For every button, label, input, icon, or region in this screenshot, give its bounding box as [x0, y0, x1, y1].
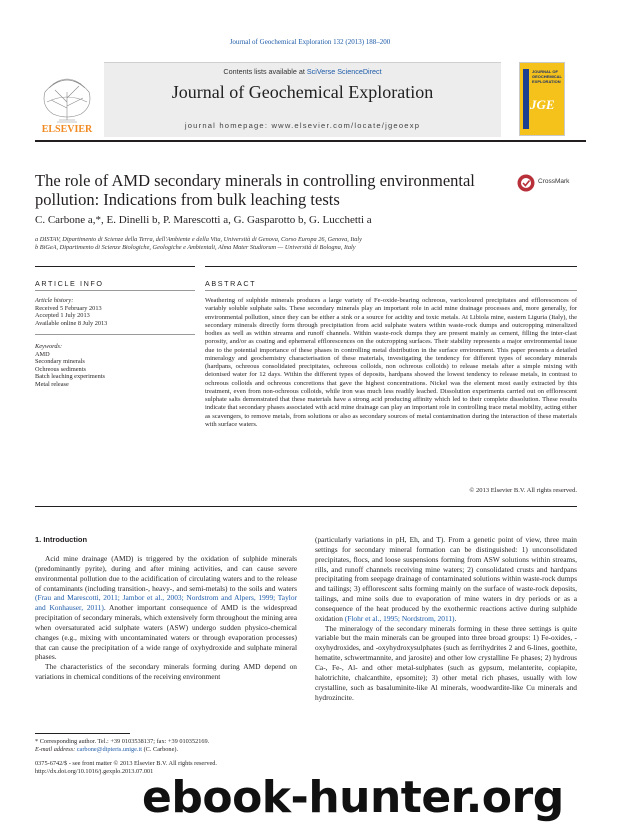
- crossmark-label: CrossMark: [538, 178, 570, 185]
- journal-title: Journal of Geochemical Exploration: [171, 82, 434, 102]
- citation-link[interactable]: (Frau and Marescotti, 2011; Jambor et al., 2003; Nordstrom and Alpers, 1999; Taylor and Konhauser, 2011): [35, 593, 297, 613]
- homepage-prefix: journal homepage:: [184, 121, 272, 130]
- article-info-heading: ARTICLE INFO: [35, 279, 104, 288]
- received-date: Received 5 February 2013: [35, 304, 102, 312]
- crossmark-icon: [517, 174, 535, 192]
- watermark-text: ebook-hunter.org: [142, 772, 564, 823]
- paragraph-text: . Another important consequence of AMD is the widespread precipitation of secondary minerals, which extensively form throughout the mining area when oversaturated acid sulphate waters (ASW) undergo sudden physico-chemical changes (e.g., mixing with uncontaminated waters or through evaporation processes) that can cause the precipitation of a wide range of oxyhydroxide and sulphate mineral phases.: [35, 603, 297, 662]
- available-date: Available online 8 July 2013: [35, 319, 108, 327]
- keyword: AMD: [35, 350, 50, 358]
- keyword: Ochreous sediments: [35, 365, 86, 373]
- body-right-column: [315, 535, 577, 702]
- journal-homepage: [104, 121, 501, 130]
- email-suffix: (C. Carbone).: [142, 746, 179, 753]
- email-line: [35, 746, 297, 754]
- contents-line: [104, 67, 501, 76]
- keywords-rule: [35, 334, 195, 335]
- footnotes: [35, 738, 297, 754]
- paragraph: The characteristics of the secondary minerals forming during AMD depend on variations in chemical conditions of the receiving environment: [35, 662, 297, 682]
- paragraph-text: .: [454, 613, 457, 623]
- body-left-column: [35, 554, 297, 682]
- accepted-date: Accepted 1 July 2013: [35, 312, 90, 320]
- cover-letters: JGE: [530, 97, 555, 112]
- section-heading-introduction: 1. Introduction: [35, 535, 88, 544]
- homepage-url[interactable]: www.elsevier.com/locate/jgeoexp: [271, 121, 421, 130]
- abstract-body: Weathering of sulphide minerals produces a large variety of Fe-oxide-bearing ochreous, varicoloured precipitates and efflorescences of variably soluble sulphate salts. These secondary minerals play an important role in acid mine drainage processes and, more generally, for environmental pollution, since they can be either a sink or a source for acidity and toxic metals. At Libiola mine, eastern Liguria (Italy), the secondary minerals directly form through precipitation from acid sulphate waters within waste-rock dumps and outcropping mineralized bodies as well as within streams and runoff channels. Within waste-rock dumps they are present mainly as cement, filling the inter-clast porosity, and/or as coating and ephemeral efflorescences on the outcropping surfaces. Their stability represents a major environmental issue due to the potential importance of these phases in controlling metal distribution in the surface environment. This paper presents a detailed mineralogy and geochemistry characterisation of these materials, investigating the tendency for different types of secondary minerals (hardpans, ochreous consolidated precipitates, ochreous colloids, non ochreous colloids) to release metals after a simple mixing with deionised water for 12 days. Within the different types of deposits, hardpans showed the lowest tendency to release metals, in contrast to ochreous colloids and ochreous concretions that gave the highest concentrations. Nickel was the element most easily extracted by this treatment, even from non-ochreous colloids, while iron was much less readily leached. Dissolution experiments carried out on efflorescent sulphate salts demonstrated that these materials have a strong acid producing affinity which led to their complete dissolution. These results indicate that secondary phases associated with acid mine drainage can play an important role in controlling trace metal mobility, acting either as scavengers, to remove metals, from solutions or also as secondary sources of metal contamination during the interaction of these materials with surface waters.: [205, 297, 577, 428]
- sciencedirect-link[interactable]: SciVerse ScienceDirect: [306, 67, 382, 76]
- journal-reference[interactable]: Journal of Geochemical Exploration 132 (2013) 188–200: [229, 38, 391, 46]
- abstract-rule: [205, 290, 577, 291]
- email-link[interactable]: carbone@dipteris.unige.it: [76, 746, 143, 753]
- journal-cover-thumbnail[interactable]: [519, 62, 565, 136]
- contents-prefix: Contents lists available at: [223, 67, 307, 76]
- citation-link[interactable]: (Flohr et al., 1995; Nordstrom, 2011): [344, 613, 455, 623]
- crossmark-button[interactable]: [517, 173, 577, 193]
- email-label: E-mail address:: [35, 746, 77, 753]
- abstract-rule-top: [205, 266, 577, 267]
- paragraph: The mineralogy of the secondary minerals forming in these three settings is quite variable but the main minerals can be grouped into three broad groups: 1) Fe-oxides, -oxyhydroxides, and -oxyhydroxysulphates (such as ferrihydrites 2 and 6-lines, goethite, hematite, schwertmannite, and jarosite) and other low crystalline Fe phases; 2) hydrous Ca-, Fe-, Al- and other metal-sulphates (such as gypsum, melanterite, copiapite, halotrichite, chalcanthite, epsomite); 3) other metal rich phases, usually with low crystalline, such as basaluminite-like Al minerals, woodwardite-like Cu minerals and hydrozincite.: [315, 623, 577, 702]
- paragraph-text: (particularly variations in pH, Eh, and T). From a genetic point of view, three main settings for secondary mineral formation can be distinguished: 1) unconsolidated precipitates, flocs, and loose suspensions forming from ASW solutions within streams, rills, and runoff channels receiving mine waters; 2) consolidated crusts and hardpans precipitating from seepage drainage of contaminated solutions within waste-rock dumps and tailings; 3) efflorescent salts forming mainly on the surface of waste-rock deposits, tailings, and mine soils due to evaporation of mine waters in dry periods or as a consequence of the heat produced by the exothermic reactions active during sulphide oxidation: [315, 535, 577, 623]
- doi-link[interactable]: http://dx.doi.org/10.1016/j.gexplo.2013.07.001: [35, 768, 154, 775]
- article-history: [35, 297, 195, 327]
- article-info-rule-top: [35, 266, 195, 267]
- cover-title: JOURNAL OF GEOCHEMICAL EXPLORATION: [532, 69, 562, 84]
- affiliation-a: a DISTAV, Dipartimento di Scienze della Terra, dell'Ambiente e della Vita, Università di Genova, Corso Europa 26, Genova, Italy: [35, 236, 362, 243]
- paragraph-text: Acid mine drainage (AMD) is triggered by the oxidation of sulphide minerals (predominantly pyrite), during and after mining activities, and can cause severe environmental pollution due to the acidification of circulating waters and to the release of contaminants (including transition-, heavy-, and semi-metals) to the soils and waters: [35, 554, 297, 593]
- masthead-rule: [35, 140, 586, 142]
- history-label: Article history:: [35, 297, 74, 304]
- abstract-copyright: © 2013 Elsevier B.V. All rights reserved.: [469, 487, 577, 494]
- footnote-rule: [35, 733, 130, 734]
- issn-line: 0375-6742/$ - see front matter © 2013 Elsevier B.V. All rights reserved.: [35, 760, 217, 767]
- keyword: Metal release: [35, 380, 69, 388]
- elsevier-logo: [35, 62, 99, 134]
- keywords-label: Keywords:: [35, 343, 63, 350]
- keyword: Batch leaching experiments: [35, 373, 105, 381]
- corresponding-author-note: * Corresponding author. Tel.: +39 0103538137; fax: +39 010352169.: [35, 738, 210, 745]
- affiliation-b: b BiGeA, Dipartimento di Scienze Biologiche, Geologiche e Ambientali, Alma Mater Studiorum — Università di Bologna, Italy: [35, 244, 356, 251]
- keyword: Secondary minerals: [35, 358, 85, 366]
- article-title-line-1: The role of AMD secondary minerals in controlling environmental: [35, 171, 475, 190]
- author-list: C. Carbone a,*, E. Dinelli b, P. Marescotti a, G. Gasparotto b, G. Lucchetti a: [35, 214, 372, 226]
- abstract-heading: ABSTRACT: [205, 279, 257, 288]
- article-info-rule: [35, 290, 195, 291]
- elsevier-wordmark: ELSEVIER: [41, 124, 93, 134]
- abstract-rule-bottom: [35, 506, 577, 507]
- paragraph: [35, 554, 297, 662]
- article-title-line-2: pollution: Indications from bulk leaching tests: [35, 190, 340, 209]
- keywords-block: [35, 343, 195, 389]
- article-title: [35, 171, 485, 209]
- paragraph: [315, 535, 577, 624]
- cover-stripe: [523, 69, 529, 129]
